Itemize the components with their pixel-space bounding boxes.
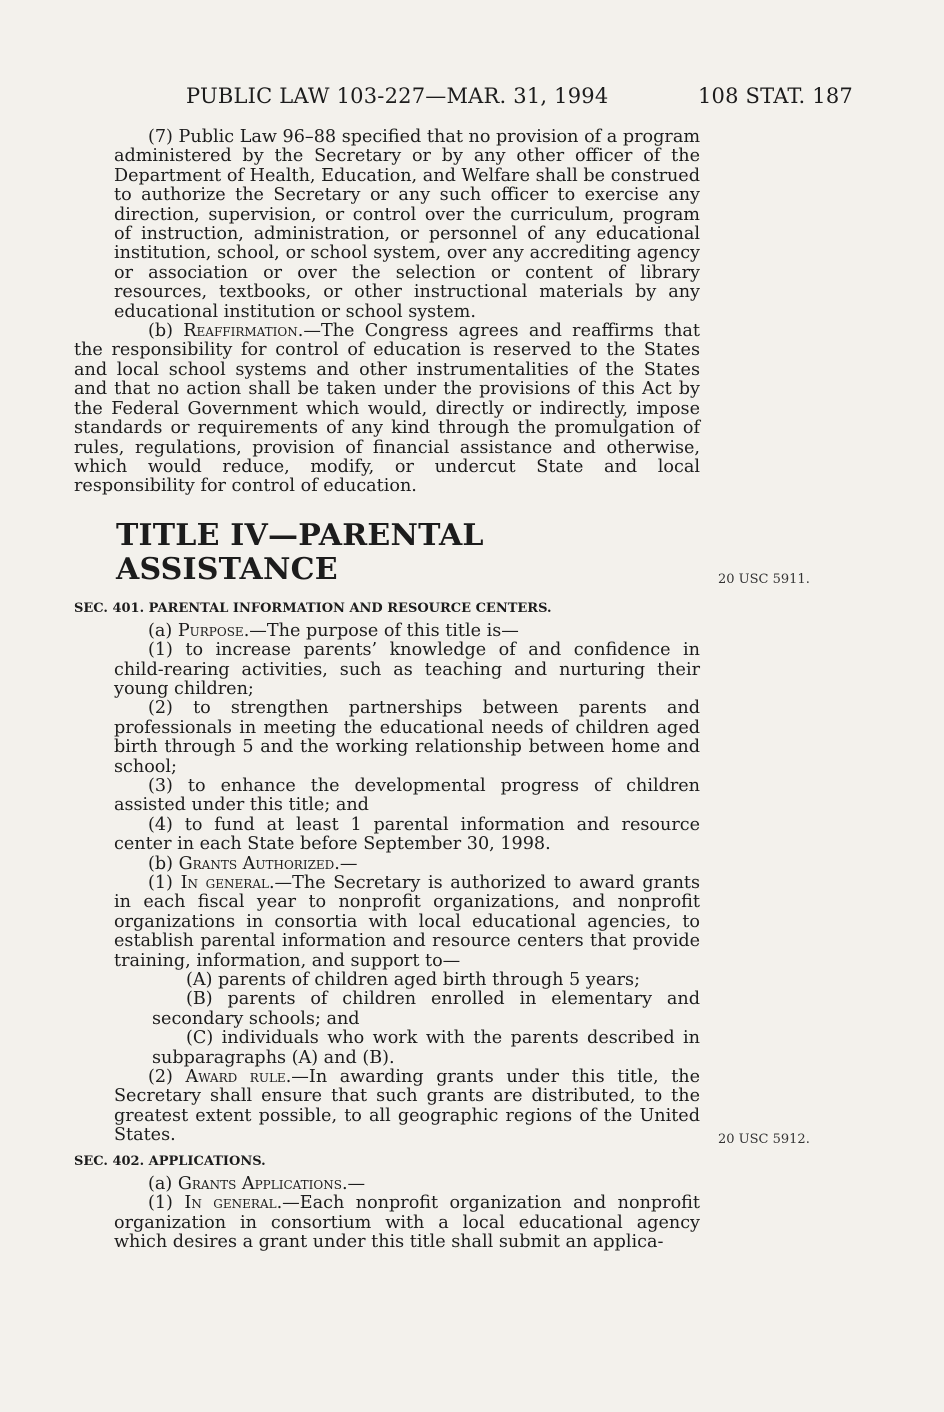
- sub-list-item: (B) parents of children enrolled in elementary and secondary schools; and: [152, 989, 700, 1029]
- list-item: (2) to strengthen partnerships between parents and professionals in meeting the educational needs of children aged birth through 5 and the working relationship between home and school;: [114, 698, 700, 777]
- title-heading: TITLE IV—PARENTAL ASSISTANCE: [116, 517, 484, 587]
- section-heading-402: SEC. 402. APPLICATIONS.: [74, 1153, 266, 1169]
- list-item: (3) to enhance the developmental progress of children assisted under this title; and: [114, 775, 700, 816]
- paragraph-purpose: (a) Purpose.—The purpose of this title is—: [148, 620, 519, 641]
- subsection-heading: Award rule: [185, 1067, 286, 1088]
- paragraph-in-general: (1) In general.—The Secretary is authorized to award grants in each fiscal year to nonprofit organizations, and nonprofit organizations in consortia with local educational agencies, to establish parental information and resource centers that provide training, information, and support to—: [114, 873, 701, 971]
- sub-list-item: (A) parents of children aged birth through 5 years;: [186, 970, 640, 991]
- subsection-heading: Reaffirmation: [183, 321, 298, 342]
- paragraph-applications-in-general: (1) In general.—Each nonprofit organization and nonprofit organization in consortium with a local educational agency which desires a grant under this title shall submit an applica-: [114, 1193, 700, 1252]
- subsection-heading: In general: [184, 1193, 277, 1214]
- paragraph-award-rule: (2) Award rule.—In awarding grants under this title, the Secretary shall ensure that such grants are distributed, to the greatest extent possible, to all geographic regions of the United States.: [114, 1067, 701, 1146]
- subsection-heading: Grants Applications: [177, 1173, 342, 1194]
- subsection-heading: Purpose: [177, 620, 244, 641]
- subsection-heading: In general: [180, 873, 269, 893]
- usc-citation-402: 20 USC 5912.: [718, 1132, 810, 1147]
- subsection-heading: Grants Authorized: [178, 853, 335, 874]
- paragraph-7: (7) Public Law 96–88 specified that no provision of a program administered by the Secretary or by any other officer of the Department of Health, Education, and Welfare shall be construed to authorize the Secretary or any such officer to exercise any direction, supervision, or control over the curriculum, program of instruction, administration, or personnel of any educational institution, school, or school system, over any accrediting agency or association or over the selection or content of library resources, textbooks, or other instructional materials by any educational institution or school system.: [114, 127, 700, 322]
- usc-citation-401: 20 USC 5911.: [718, 572, 810, 587]
- section-heading-401: SEC. 401. PARENTAL INFORMATION AND RESOURCE CENTERS.: [74, 600, 552, 616]
- running-header: PUBLIC LAW 103-227—MAR. 31, 1994: [186, 84, 609, 108]
- body-text: [74, 128, 700, 1252]
- list-item: (4) to fund at least 1 parental information and resource center in each State before September 30, 1998.: [114, 814, 700, 855]
- page-number: 108 STAT. 187: [698, 84, 853, 108]
- paragraph-reaffirmation: (b) Reaffirmation.—The Congress agrees and reaffirms that the responsibility for control of education is reserved to the States and local school systems and other instrumentalities of the States and that no action shall be taken under the provisions of this Act by the Federal Government which would, directly or indirectly, impose standards or requirements of any kind through the promulgation of rules, regulations, provision of financial assistance and otherwise, which would reduce, modify, or undercut State and local responsibility for control of education.: [74, 321, 700, 497]
- paragraph-grants-applications: (a) Grants Applications.—: [148, 1173, 366, 1194]
- paragraph-grants-authorized: (b) Grants Authorized.—: [148, 853, 358, 874]
- list-item: (1) to increase parents’ knowledge of and confidence in child-rearing activities, such as teaching and nurturing their young children;: [114, 640, 700, 699]
- sub-list-item: (C) individuals who work with the parents described in subparagraphs (A) and (B).: [152, 1028, 700, 1068]
